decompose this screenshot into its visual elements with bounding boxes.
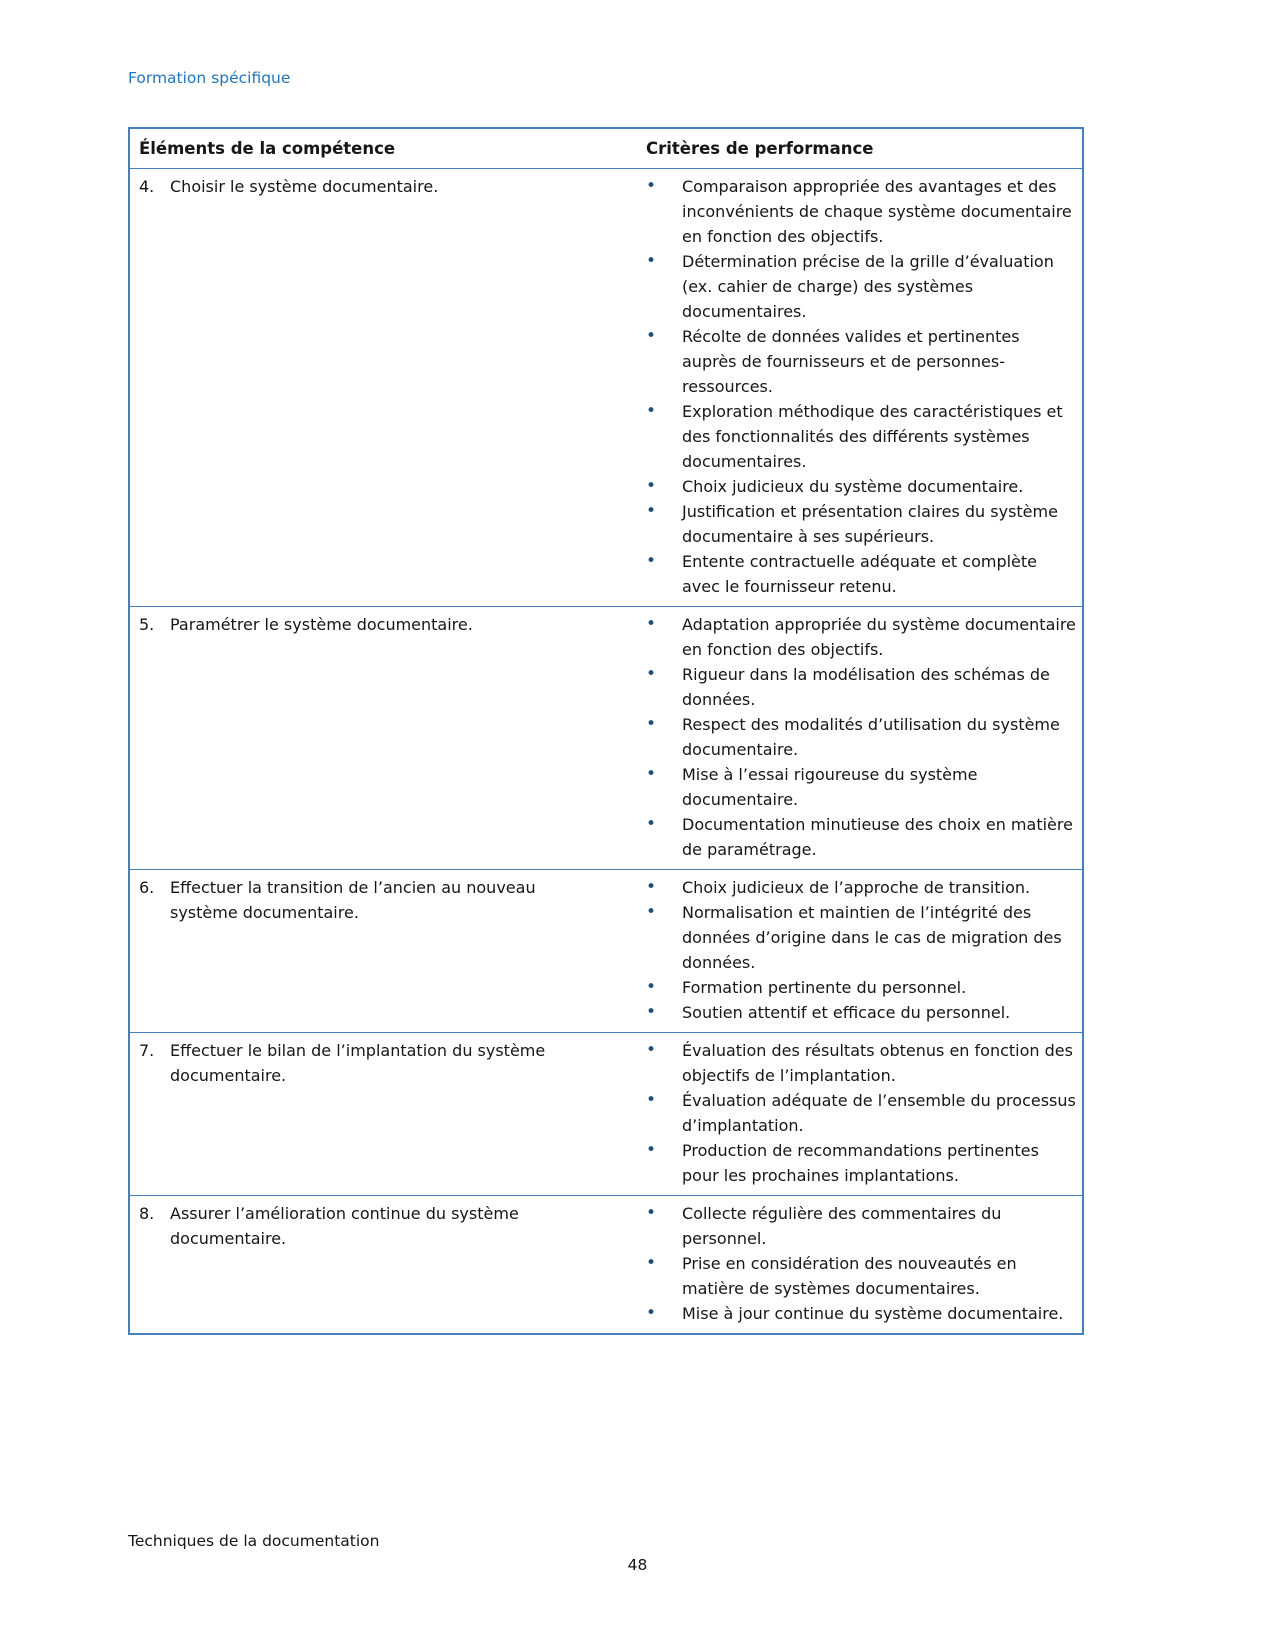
criterion-item: • Rigueur dans la modélisation des schémas de données. <box>610 662 1082 712</box>
table-header-row <box>130 129 1082 168</box>
competence-table <box>128 127 1084 1335</box>
element-number: 5. <box>139 615 155 634</box>
element-number: 8. <box>139 1204 155 1223</box>
element-cell <box>130 174 610 599</box>
criterion-item: • Mise à jour continue du système documentaire. <box>610 1301 1082 1326</box>
element-text: Paramétrer le système documentaire. <box>170 615 473 634</box>
element-number: 6. <box>139 878 155 897</box>
criteria-list <box>610 1201 1082 1326</box>
criterion-item: • Justification et présentation claires du système documentaire à ses supérieurs. <box>610 499 1082 549</box>
element-text: Effectuer le bilan de l’implantation du système documentaire. <box>170 1041 546 1085</box>
criteria-cell <box>610 1038 1082 1188</box>
criterion-item: • Adaptation appropriée du système documentaire en fonction des objectifs. <box>610 612 1082 662</box>
table-row <box>130 1032 1082 1195</box>
element-number: 7. <box>139 1041 155 1060</box>
criterion-item: • Normalisation et maintien de l’intégrité des données d’origine dans le cas de migration des données. <box>610 900 1082 975</box>
table-body <box>130 168 1082 1333</box>
criterion-item: • Documentation minutieuse des choix en matière de paramétrage. <box>610 812 1082 862</box>
column-header-elements: Éléments de la compétence <box>139 139 396 158</box>
criteria-list <box>610 1038 1082 1188</box>
criteria-list <box>610 612 1082 862</box>
criterion-item: • Soutien attentif et efficace du personnel. <box>610 1000 1082 1025</box>
criteria-list <box>610 875 1082 1025</box>
element-number: 4. <box>139 177 155 196</box>
section-label: Formation spécifique <box>128 69 291 87</box>
criterion-item: • Prise en considération des nouveautés en matière de systèmes documentaires. <box>610 1251 1082 1301</box>
column-header-criteria: Critères de performance <box>646 139 874 158</box>
element-text: Effectuer la transition de l’ancien au nouveau système documentaire. <box>170 878 536 922</box>
criterion-item: • Choix judicieux du système documentaire. <box>610 474 1082 499</box>
element-cell <box>130 1038 610 1188</box>
table-row <box>130 869 1082 1032</box>
element-cell <box>130 1201 610 1326</box>
criterion-item: • Comparaison appropriée des avantages et des inconvénients de chaque système documentaire en fonction des objectifs. <box>610 174 1082 249</box>
element-cell <box>130 612 610 862</box>
criterion-item: • Production de recommandations pertinentes pour les prochaines implantations. <box>610 1138 1082 1188</box>
criterion-item: • Récolte de données valides et pertinentes auprès de fournisseurs et de personnes-ressources. <box>610 324 1082 399</box>
criterion-item: • Choix judicieux de l’approche de transition. <box>610 875 1082 900</box>
criterion-item: • Collecte régulière des commentaires du personnel. <box>610 1201 1082 1251</box>
table-row <box>130 606 1082 869</box>
element-text: Assurer l’amélioration continue du système documentaire. <box>170 1204 519 1248</box>
criteria-cell <box>610 875 1082 1025</box>
criterion-item: • Respect des modalités d’utilisation du système documentaire. <box>610 712 1082 762</box>
criteria-list <box>610 174 1082 599</box>
criterion-item: • Mise à l’essai rigoureuse du système documentaire. <box>610 762 1082 812</box>
criterion-item: • Entente contractuelle adéquate et complète avec le fournisseur retenu. <box>610 549 1082 599</box>
criterion-item: • Formation pertinente du personnel. <box>610 975 1082 1000</box>
criterion-item: • Détermination précise de la grille d’évaluation (ex. cahier de charge) des systèmes documentaires. <box>610 249 1082 324</box>
table-row <box>130 1195 1082 1333</box>
element-text: Choisir le système documentaire. <box>170 177 439 196</box>
element-cell <box>130 875 610 1025</box>
footer-program-title: Techniques de la documentation <box>128 1532 380 1550</box>
table-row <box>130 168 1082 606</box>
criteria-cell <box>610 1201 1082 1326</box>
criteria-cell <box>610 174 1082 599</box>
criterion-item: • Exploration méthodique des caractéristiques et des fonctionnalités des différents systèmes documentaires. <box>610 399 1082 474</box>
criterion-item: • Évaluation adéquate de l’ensemble du processus d’implantation. <box>610 1088 1082 1138</box>
criteria-cell <box>610 612 1082 862</box>
criterion-item: • Évaluation des résultats obtenus en fonction des objectifs de l’implantation. <box>610 1038 1082 1088</box>
page-number: 48 <box>627 1556 648 1574</box>
